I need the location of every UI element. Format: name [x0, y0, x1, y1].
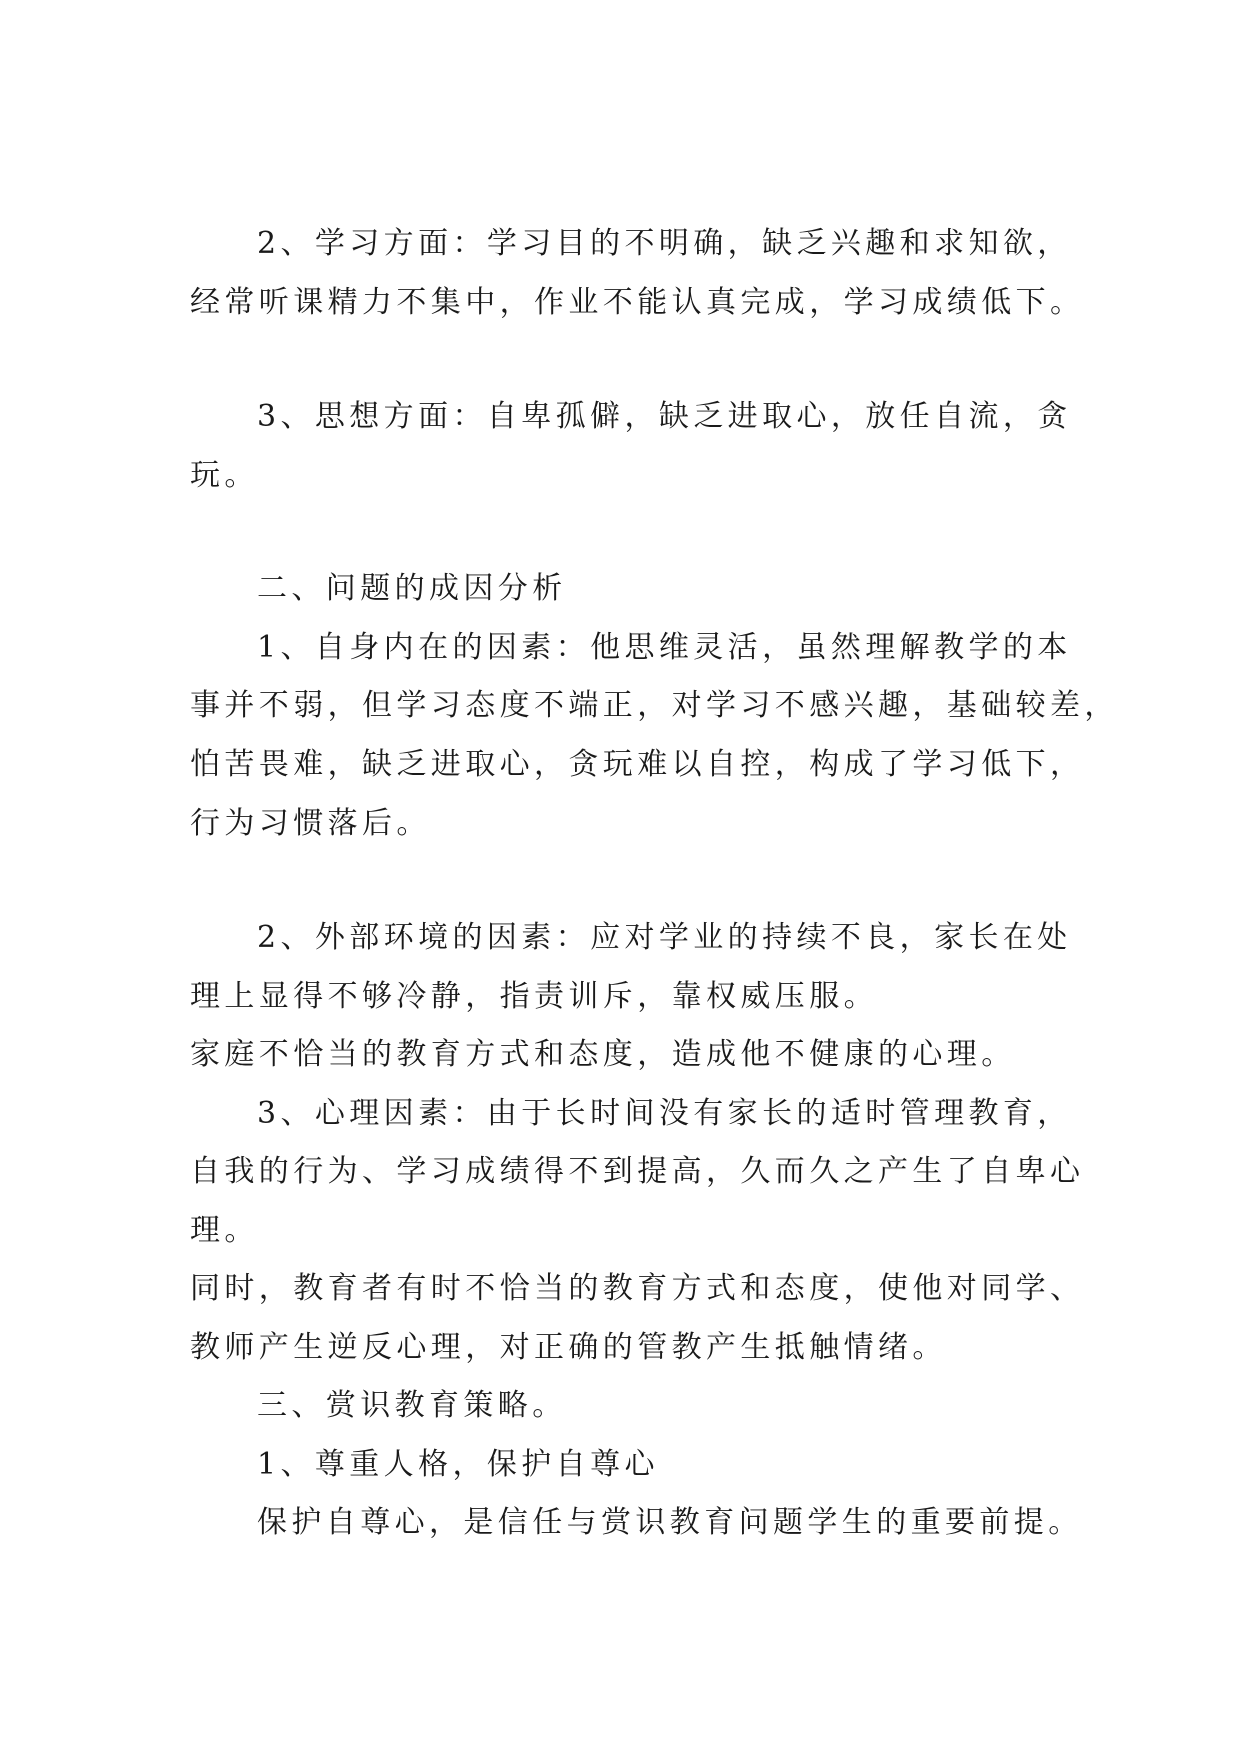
paragraph-line: 经常听课精力不集中，作业不能认真完成，学习成绩低下。	[190, 285, 1085, 320]
paragraph-line: 2、外部环境的因素：应对学业的持续不良，家长在处	[257, 920, 1072, 955]
paragraph-line: 事并不弱，但学习态度不端正，对学习不感兴趣，基础较差，	[190, 688, 1119, 723]
paragraph-line: 玩。	[190, 458, 259, 493]
paragraph-line: 保护自尊心，是信任与赏识教育问题学生的重要前提。	[257, 1505, 1083, 1540]
paragraph-line: 理上显得不够冷静，指责训斥，靠权威压服。	[190, 979, 878, 1014]
paragraph-line: 理。	[190, 1213, 259, 1248]
section-heading: 二、问题的成因分析	[257, 571, 567, 606]
paragraph-line: 家庭不恰当的教育方式和态度，造成他不健康的心理。	[190, 1037, 1016, 1072]
paragraph-line: 自我的行为、学习成绩得不到提高，久而久之产生了自卑心	[190, 1154, 1085, 1189]
paragraph-line: 3、心理因素：由于长时间没有家长的适时管理教育，	[257, 1096, 1072, 1131]
paragraph-line: 3、思想方面：自卑孤僻，缺乏进取心，放任自流，贪	[257, 399, 1072, 434]
section-heading: 三、赏识教育策略。	[257, 1388, 567, 1423]
paragraph-line: 同时，教育者有时不恰当的教育方式和态度，使他对同学、	[190, 1271, 1085, 1306]
paragraph-line: 2、学习方面：学习目的不明确，缺乏兴趣和求知欲，	[257, 226, 1072, 261]
paragraph-line: 1、自身内在的因素：他思维灵活，虽然理解教学的本	[257, 630, 1072, 665]
paragraph-line: 怕苦畏难，缺乏进取心，贪玩难以自控，构成了学习低下，	[190, 747, 1085, 782]
paragraph-line: 教师产生逆反心理，对正确的管教产生抵触情绪。	[190, 1330, 947, 1365]
subsection-heading: 1、尊重人格，保护自尊心	[257, 1447, 659, 1482]
paragraph-line: 行为习惯落后。	[190, 806, 431, 841]
